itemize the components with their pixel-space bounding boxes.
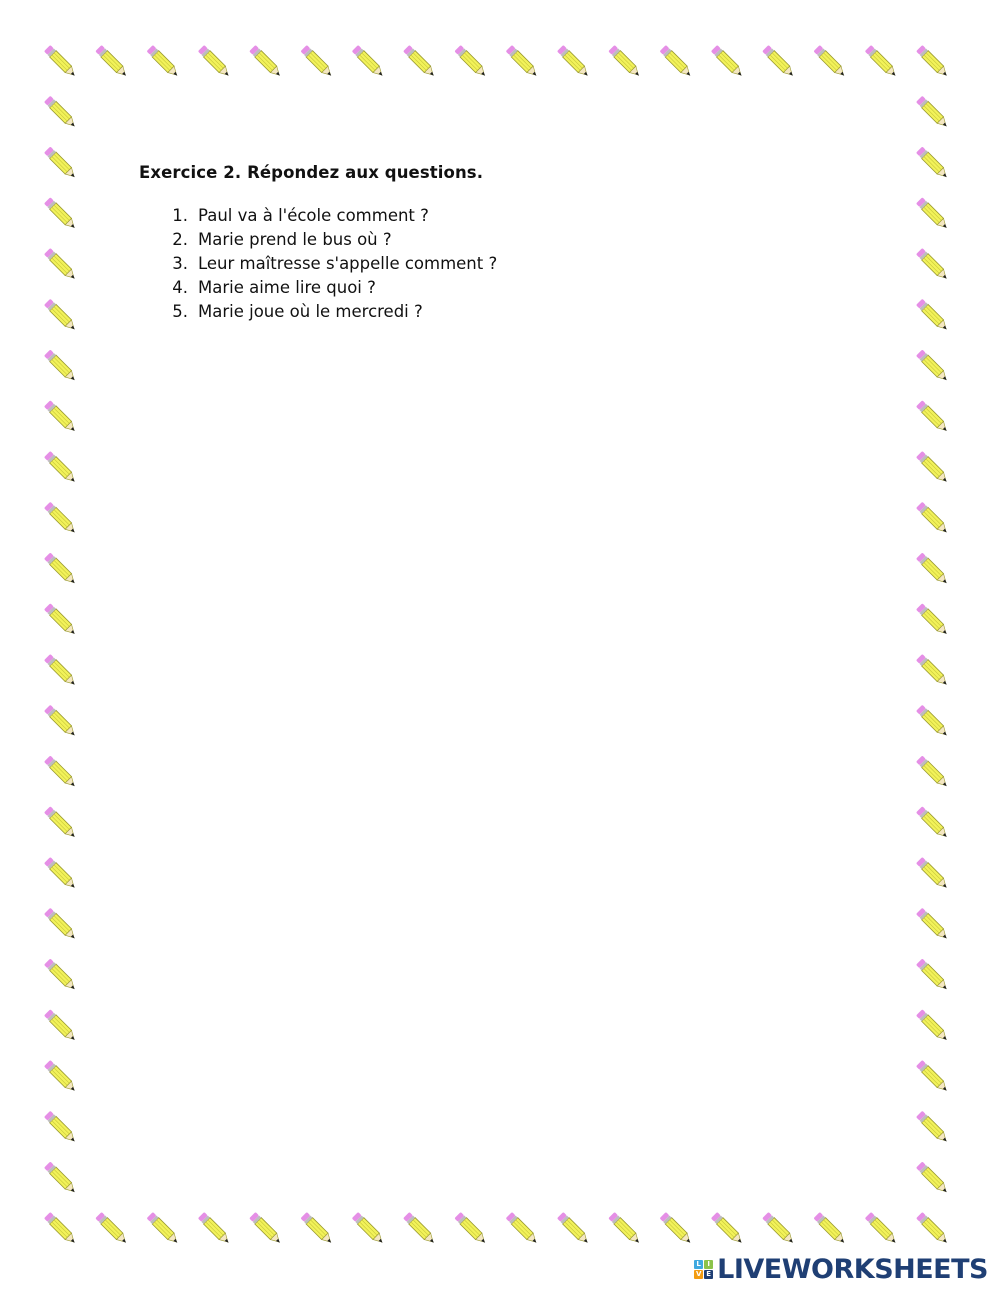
worksheet-content: [139, 163, 839, 324]
pencil-icon: [711, 1212, 745, 1246]
pencil-icon: [813, 1212, 847, 1246]
logo-mark-cell: I: [704, 1260, 713, 1269]
pencil-icon: [660, 1212, 694, 1246]
pencil-icon: [44, 45, 78, 79]
question-text: Leur maîtresse s'appelle comment ?: [198, 254, 498, 273]
pencil-icon: [506, 45, 540, 79]
pencil-icon: [95, 45, 129, 79]
question-text: Marie prend le bus où ?: [198, 230, 392, 249]
pencil-icon: [44, 96, 78, 130]
question-number: 2.: [172, 230, 188, 249]
pencil-icon: [44, 908, 78, 942]
pencil-icon: [454, 45, 488, 79]
pencil-icon: [916, 1212, 950, 1246]
question-text: Paul va à l'école comment ?: [198, 206, 429, 225]
pencil-icon: [44, 451, 78, 485]
pencil-icon: [44, 958, 78, 992]
pencil-icon: [44, 552, 78, 586]
pencil-icon: [916, 248, 950, 282]
list-item: [139, 228, 839, 252]
pencil-icon: [506, 1212, 540, 1246]
pencil-icon: [44, 705, 78, 739]
pencil-icon: [916, 96, 950, 130]
pencil-icon: [44, 1009, 78, 1043]
pencil-icon: [44, 654, 78, 688]
logo-text: LIVEWORKSHEETS: [717, 1253, 988, 1285]
pencil-icon: [198, 45, 232, 79]
question-number: 4.: [172, 278, 188, 297]
pencil-icon: [44, 146, 78, 180]
logo-mark-cell: L: [694, 1260, 703, 1269]
pencil-icon: [198, 1212, 232, 1246]
logo-mark-icon: [694, 1260, 713, 1279]
pencil-icon: [916, 349, 950, 383]
pencil-icon: [44, 299, 78, 333]
pencil-icon: [916, 857, 950, 891]
pencil-icon: [916, 603, 950, 637]
pencil-icon: [916, 502, 950, 536]
logo-mark-cell: V: [695, 1270, 702, 1278]
pencil-icon: [608, 1212, 642, 1246]
pencil-icon: [95, 1212, 129, 1246]
question-number: 3.: [172, 254, 188, 273]
pencil-icon: [249, 1212, 283, 1246]
pencil-icon: [44, 603, 78, 637]
pencil-icon: [916, 197, 950, 231]
pencil-icon: [916, 705, 950, 739]
pencil-icon: [454, 1212, 488, 1246]
pencil-icon: [865, 1212, 899, 1246]
pencil-icon: [916, 958, 950, 992]
pencil-icon: [916, 400, 950, 434]
pencil-icon: [916, 755, 950, 789]
pencil-icon: [300, 45, 334, 79]
question-text: Marie joue où le mercredi ?: [198, 302, 423, 321]
pencil-icon: [608, 45, 642, 79]
question-number: 1.: [172, 206, 188, 225]
list-item: [139, 204, 839, 228]
pencil-icon: [865, 45, 899, 79]
pencil-icon: [557, 1212, 591, 1246]
pencil-icon: [44, 349, 78, 383]
pencil-icon: [660, 45, 694, 79]
pencil-icon: [916, 908, 950, 942]
pencil-icon: [44, 502, 78, 536]
logo-mark-cell: E: [704, 1270, 713, 1279]
pencil-icon: [403, 45, 437, 79]
pencil-icon: [916, 654, 950, 688]
list-item: [139, 276, 839, 300]
pencil-icon: [44, 1212, 78, 1246]
pencil-icon: [916, 1009, 950, 1043]
pencil-icon: [557, 45, 591, 79]
pencil-icon: [44, 1111, 78, 1145]
pencil-icon: [916, 552, 950, 586]
pencil-icon: [711, 45, 745, 79]
liveworksheets-logo: [694, 1252, 988, 1286]
pencil-icon: [762, 45, 796, 79]
list-item: [139, 300, 839, 324]
pencil-icon: [300, 1212, 334, 1246]
pencil-icon: [916, 451, 950, 485]
pencil-icon: [916, 1111, 950, 1145]
pencil-icon: [44, 400, 78, 434]
pencil-icon: [44, 197, 78, 231]
pencil-icon: [352, 1212, 386, 1246]
pencil-icon: [813, 45, 847, 79]
pencil-icon: [916, 45, 950, 79]
pencil-icon: [762, 1212, 796, 1246]
pencil-icon: [916, 299, 950, 333]
pencil-icon: [403, 1212, 437, 1246]
question-text: Marie aime lire quoi ?: [198, 278, 376, 297]
pencil-icon: [147, 1212, 181, 1246]
list-item: [139, 252, 839, 276]
pencil-icon: [916, 146, 950, 180]
pencil-icon: [916, 1060, 950, 1094]
question-number: 5.: [172, 302, 188, 321]
pencil-icon: [916, 1161, 950, 1195]
pencil-icon: [916, 806, 950, 840]
pencil-icon: [44, 248, 78, 282]
pencil-icon: [352, 45, 386, 79]
pencil-icon: [44, 857, 78, 891]
pencil-icon: [44, 806, 78, 840]
question-list: [139, 204, 839, 324]
pencil-icon: [249, 45, 283, 79]
pencil-icon: [44, 1161, 78, 1195]
pencil-icon: [44, 1060, 78, 1094]
exercise-title: Exercice 2. Répondez aux questions.: [139, 163, 484, 182]
pencil-icon: [147, 45, 181, 79]
pencil-icon: [44, 755, 78, 789]
